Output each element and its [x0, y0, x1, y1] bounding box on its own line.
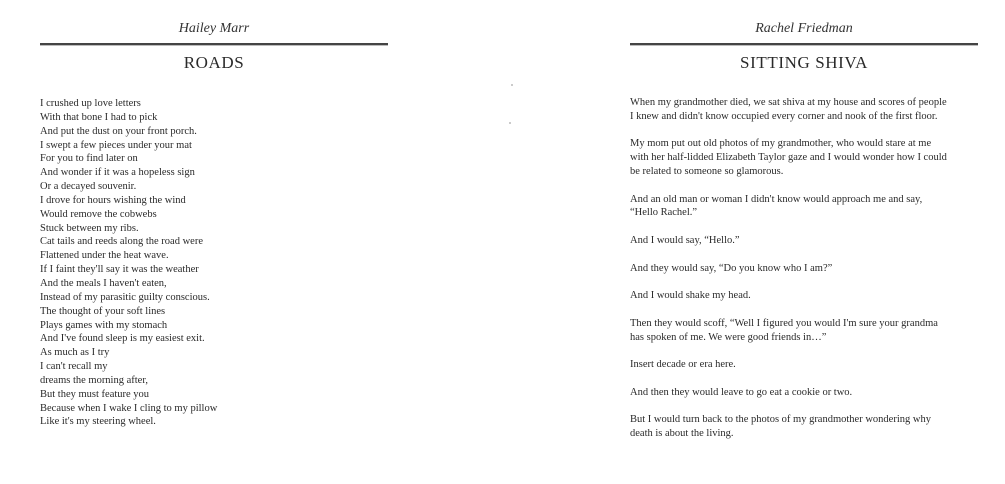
- poem-line: dreams the morning after,: [40, 374, 149, 386]
- poem-line: And put the dust on your front porch.: [40, 125, 197, 137]
- left-poem-title: ROADS: [183, 53, 245, 72]
- poem-line: Like it's my steering wheel.: [40, 416, 156, 428]
- poem-line: Or a decayed souvenir.: [40, 181, 137, 193]
- right-author-name: Rachel Friedman: [755, 21, 853, 36]
- paper-speck: [509, 122, 511, 124]
- poem-line: Stuck between my ribs.: [40, 222, 139, 234]
- poem-line: For you to find later on: [40, 153, 138, 165]
- story-paragraph: But I would turn back to the photos of my grandmother wondering why death is about the living.: [630, 414, 931, 440]
- story-paragraph: And I would shake my head.: [630, 290, 751, 302]
- poem-line: And I've found sleep is my easiest exit.: [40, 333, 205, 345]
- story-paragraph: And I would say, “Hello.”: [630, 234, 740, 246]
- paper-speck: [511, 84, 513, 86]
- story-body: [630, 96, 980, 455]
- poem-line: The thought of your soft lines: [40, 305, 166, 317]
- poem-line: But they must feature you: [40, 388, 150, 400]
- poem-line: If I faint they'll say it was the weather: [40, 264, 199, 276]
- story-paragraph: And then they would leave to go eat a cookie or two.: [630, 386, 853, 398]
- poem-line: And wonder if it was a hopeless sign: [40, 167, 195, 179]
- poem-line: Flattened under the heat wave.: [40, 250, 169, 262]
- poem-line: Plays games with my stomach: [40, 319, 168, 331]
- story-paragraph: Insert decade or era here.: [630, 359, 736, 371]
- poem-line: I drove for hours wishing the wind: [40, 194, 186, 206]
- story-paragraph: When my grandmother died, we sat shiva at my house and scores of people I knew and didn't know occupied every corner and nook of the first floor.: [630, 97, 947, 122]
- poem-line: Would remove the cobwebs: [40, 208, 157, 220]
- story-paragraph: My mom put out old photos of my grandmother, who would stare at me with her half-lidded Elizabeth Taylor gaze and I would wonder how I could be related to someone so glamorous.: [630, 138, 947, 177]
- poem-line: With that bone I had to pick: [40, 111, 158, 123]
- poem-body: [40, 97, 400, 429]
- right-header-rule: [630, 43, 978, 45]
- poem-line: I can't recall my: [40, 361, 108, 373]
- left-author-name: Hailey Marr: [178, 21, 250, 36]
- story-paragraph: And they would say, “Do you know who I am?”: [630, 262, 833, 274]
- poem-line: As much as I try: [40, 347, 110, 359]
- poem-line: I swept a few pieces under your mat: [40, 139, 192, 151]
- poem-line: Because when I wake I cling to my pillow: [40, 402, 218, 414]
- story-paragraph: And an old man or woman I didn't know would approach me and say, “Hello Rachel.”: [630, 193, 923, 219]
- right-story-title: SITTING SHIVA: [740, 53, 868, 72]
- poem-line: Cat tails and reeds along the road were: [40, 236, 203, 248]
- poem-line: Instead of my parasitic guilty conscious.: [40, 291, 210, 303]
- story-paragraph: Then they would scoff, “Well I figured you would I'm sure your grandma has spoken of me. We were good friends in…”: [630, 317, 938, 343]
- poem-line: And the meals I haven't eaten,: [40, 277, 167, 289]
- left-header-rule: [40, 43, 388, 45]
- poem-line: I crushed up love letters: [40, 98, 141, 109]
